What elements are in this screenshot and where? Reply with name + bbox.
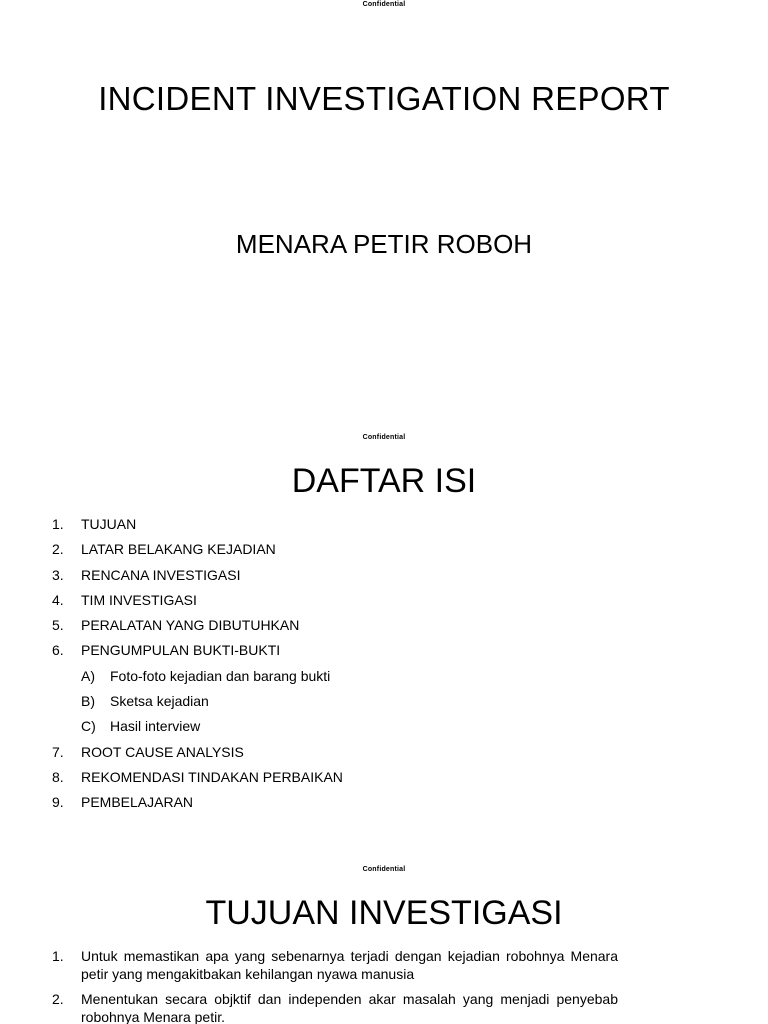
goal-number: 1. [52,948,64,964]
toc-item-number: 9. [52,794,64,811]
toc-item [52,740,343,765]
toc-subitem [52,664,343,689]
toc-item-label: TUJUAN [81,516,137,532]
report-title: INCIDENT INVESTIGATION REPORT [98,80,670,117]
toc-item [52,790,343,815]
toc-list [52,512,343,816]
toc-item-label: REKOMENDASI TINDAKAN PERBAIKAN [81,768,343,785]
toc-item-label: TIM INVESTIGASI [81,591,197,608]
toc-item-label: ROOT CAUSE ANALYSIS [81,743,244,760]
toc-item [52,537,343,562]
goals-title: TUJUAN INVESTIGASI [205,894,563,932]
toc-item-label: LATAR BELAKANG KEJADIAN [81,541,276,558]
toc-item-number: 1. [52,516,64,532]
goals-slide [0,862,768,1024]
toc-title: DAFTAR ISI [291,462,477,500]
toc-subitem-letter: B) [81,693,95,710]
toc-item [52,588,343,613]
confidential-label: Confidential [362,1,406,8]
toc-subitem-letter: A) [81,667,95,684]
toc-item-number: 8. [52,768,64,785]
goals-list [52,948,618,1024]
toc-item [52,613,343,638]
toc-item-number: 6. [52,642,64,659]
confidential-label: Confidential [362,866,406,873]
toc-item [52,563,343,588]
toc-item-label: PEMBELAJARAN [81,794,194,811]
toc-item-number: 4. [52,591,64,608]
toc-item-number: 3. [52,566,64,583]
toc-item-number: 5. [52,617,64,634]
goal-text: Untuk memastikan apa yang sebenarnya terjadi dengan kejadian robohnya Menara petir yang mengakitbakan kehilangan nyawa manusia [81,948,618,982]
toc-item-number: 2. [52,541,64,558]
toc-subitem-label: Hasil interview [110,718,201,735]
cover-slide [0,0,768,430]
goal-item [52,991,618,1024]
toc-item [52,638,343,663]
toc-item [52,512,343,537]
toc-subitem [52,689,343,714]
toc-subitem-label: Foto-foto kejadian dan barang bukti [110,667,331,684]
toc-item [52,765,343,790]
toc-item-label: PENGUMPULAN BUKTI-BUKTI [81,642,281,659]
goal-number: 2. [52,991,64,1007]
toc-subitem-label: Sketsa kejadian [110,693,209,710]
goal-item [52,948,618,983]
goal-text: Menentukan secara objktif dan independen akar masalah yang menjadi penyebab robohnya Menara petir. [81,991,618,1024]
report-subtitle: MENARA PETIR ROBOH [235,229,533,259]
toc-item-label: RENCANA INVESTIGASI [81,566,241,583]
toc-subitem [52,714,343,739]
confidential-label: Confidential [362,434,406,441]
toc-slide [0,430,768,862]
toc-subitem-letter: C) [81,718,96,735]
toc-item-number: 7. [52,743,64,760]
toc-item-label: PERALATAN YANG DIBUTUHKAN [81,617,300,634]
